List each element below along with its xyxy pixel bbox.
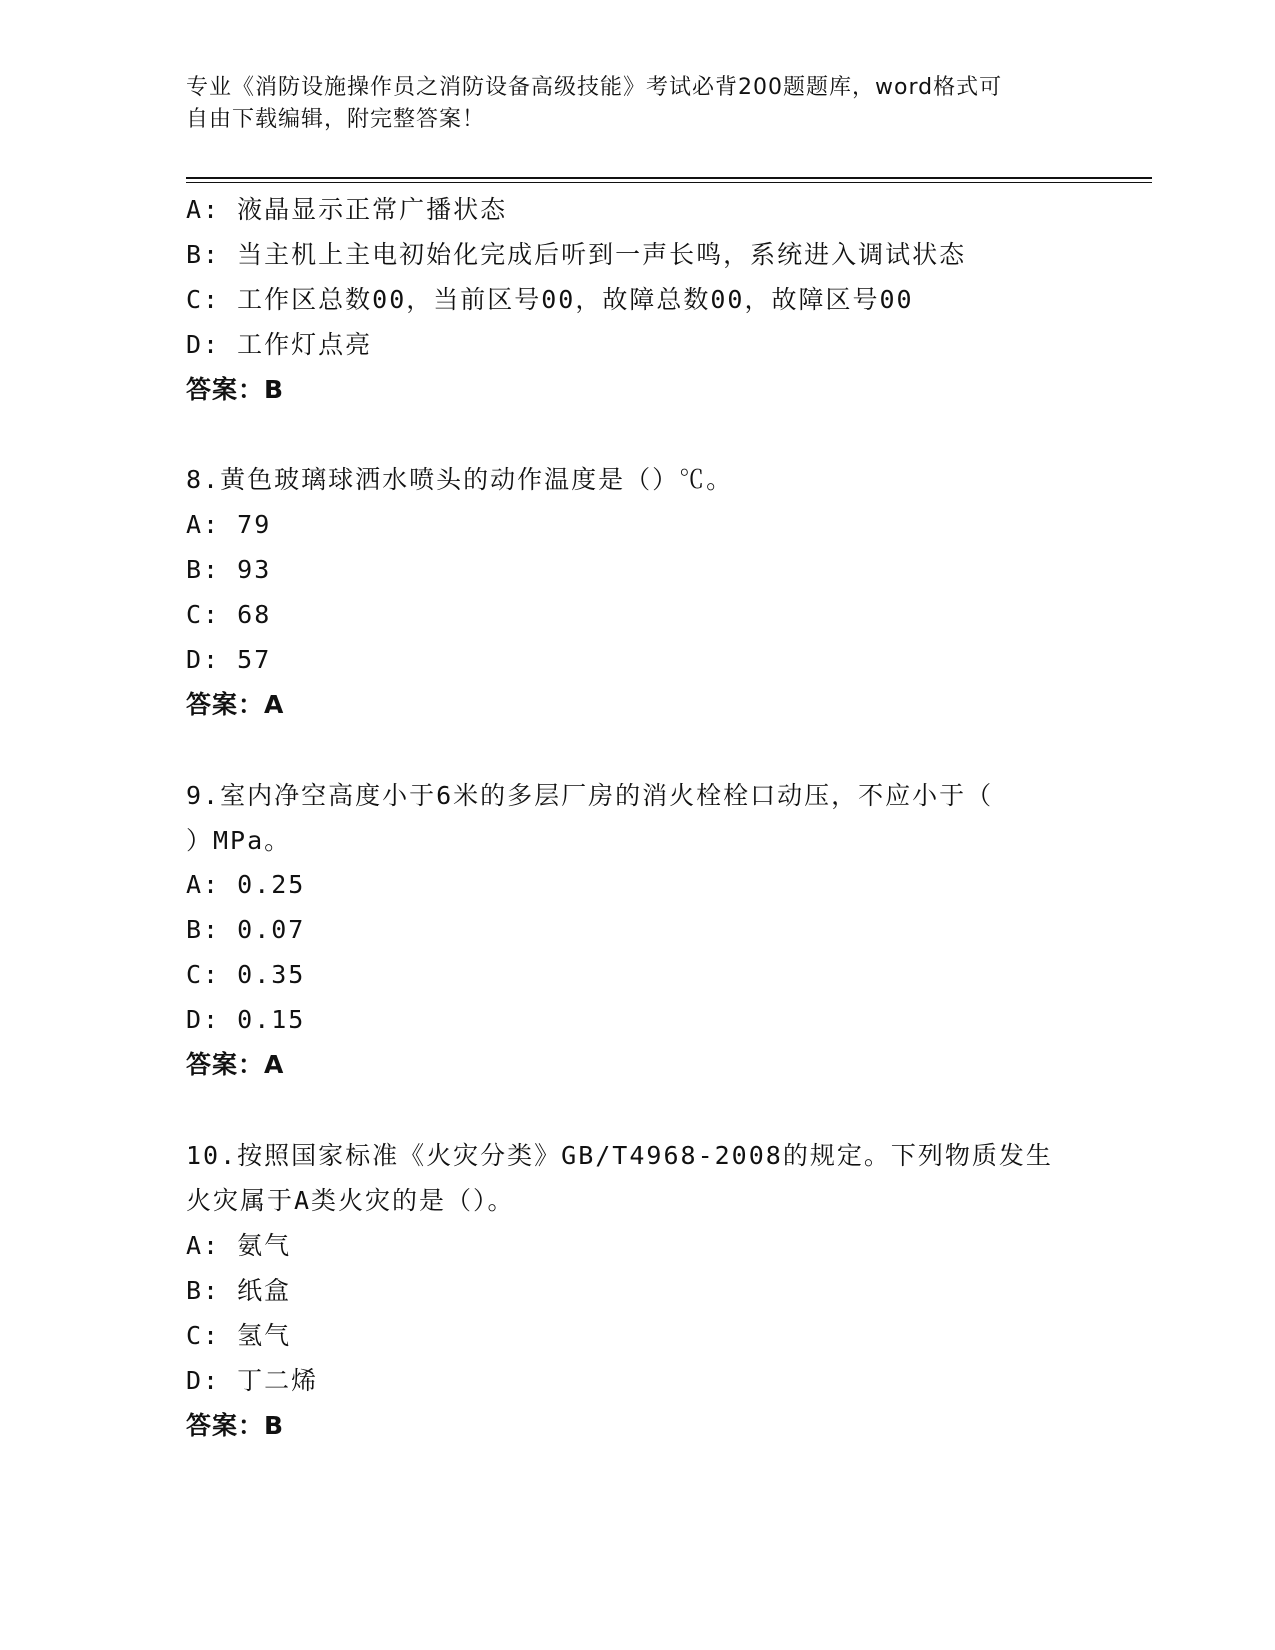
q8-option-b: B: 93 xyxy=(186,555,272,584)
q8-option-c: C: 68 xyxy=(186,600,272,629)
q8-stem: 8.黄色玻璃球洒水喷头的动作温度是（）℃。 xyxy=(186,465,734,494)
q9-answer: 答案：A xyxy=(186,1050,285,1079)
q7-answer: 答案：B xyxy=(186,375,285,404)
q9-option-a: A: 0.25 xyxy=(186,870,306,899)
document-header xyxy=(186,72,1086,136)
q8-answer: 答案：A xyxy=(186,690,285,719)
q7-option-b: B: 当主机上主电初始化完成后听到一声长鸣，系统进入调试状态 xyxy=(186,240,967,269)
q7-option-d: D: 工作灯点亮 xyxy=(186,330,373,359)
q9-option-c: C: 0.35 xyxy=(186,960,306,989)
header-line-1: 专业《消防设施操作员之消防设备高级技能》考试必背200题题库，word格式可 xyxy=(186,75,1003,100)
q8-option-a: A: 79 xyxy=(186,510,272,539)
q10-stem-line-1: 10.按照国家标准《火灾分类》GB/T4968-2008的规定。下列物质发生 xyxy=(186,1141,1053,1170)
q9-stem-line-2: ）MPa。 xyxy=(186,826,292,855)
q9-stem-line-1: 9.室内净空高度小于6米的多层厂房的消火栓栓口动压，不应小于（ xyxy=(186,781,994,810)
q9-option-b: B: 0.07 xyxy=(186,915,306,944)
q10-option-c: C: 氢气 xyxy=(186,1321,292,1350)
header-divider-thick xyxy=(186,177,1152,179)
header-line-2: 自由下载编辑，附完整答案！ xyxy=(186,107,486,132)
q10-stem-line-2: 火灾属于A类火灾的是（）。 xyxy=(186,1186,515,1215)
q10-option-b: B: 纸盒 xyxy=(186,1276,292,1305)
q7-option-a: A: 液晶显示正常广播状态 xyxy=(186,195,508,224)
q10-answer: 答案：B xyxy=(186,1411,285,1440)
q8-option-d: D: 57 xyxy=(186,645,272,674)
q7-option-c: C: 工作区总数00，当前区号00，故障总数00，故障区号00 xyxy=(186,285,914,314)
q10-option-a: A: 氨气 xyxy=(186,1231,292,1260)
q10-option-d: D: 丁二烯 xyxy=(186,1366,319,1395)
q9-option-d: D: 0.15 xyxy=(186,1005,306,1034)
header-divider-thin xyxy=(186,182,1152,183)
